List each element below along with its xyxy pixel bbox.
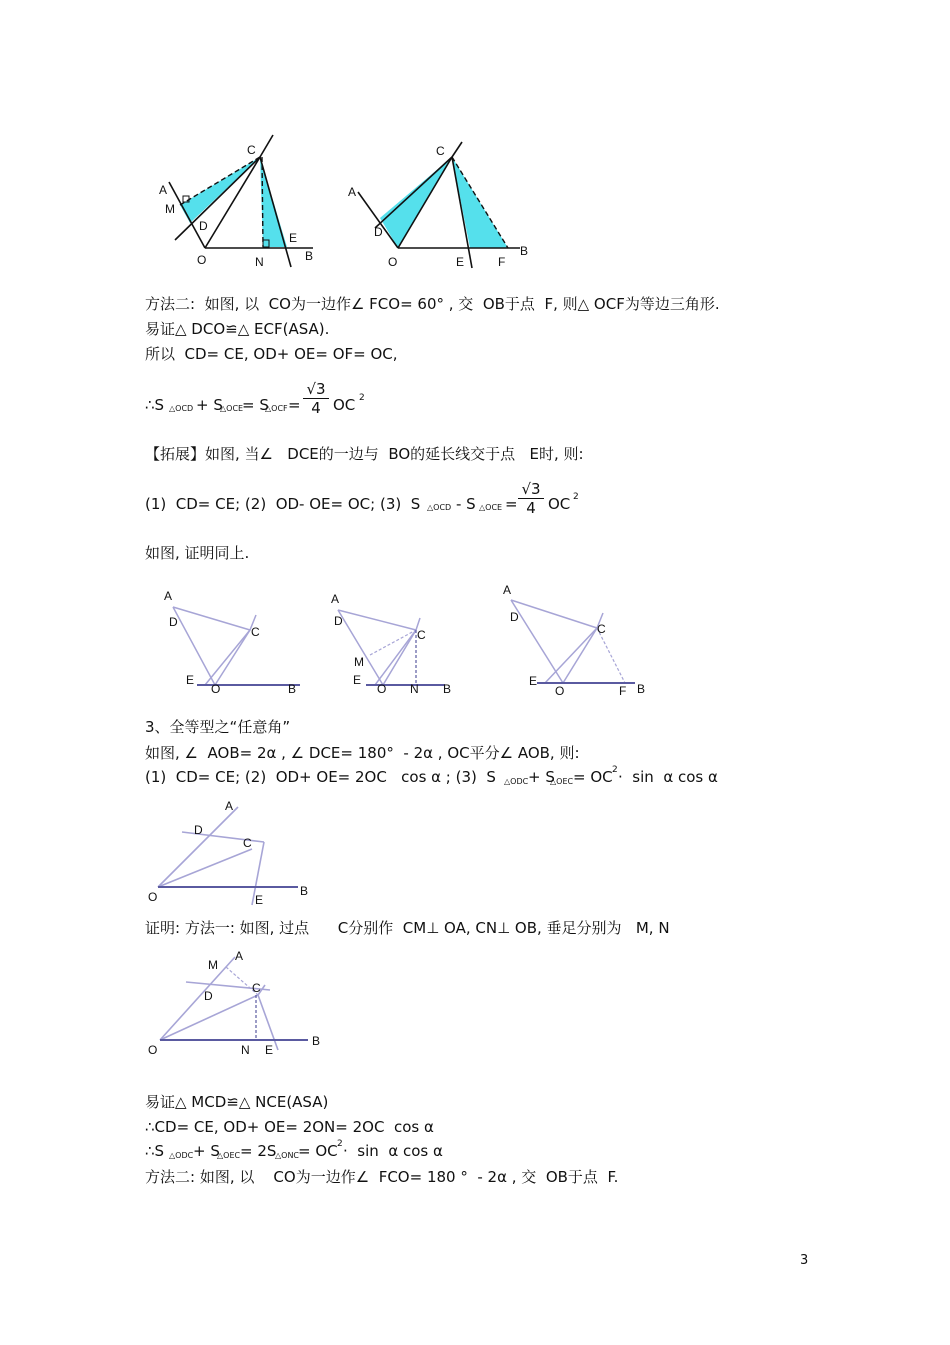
fig2-label: E	[456, 255, 465, 269]
fig1-label: D	[199, 219, 208, 233]
fig2-label: O	[388, 255, 398, 269]
fig5-label: E	[529, 674, 538, 688]
fig4-label: E	[353, 673, 362, 687]
fig1-label: A	[159, 183, 168, 197]
fig6-label: D	[194, 823, 203, 837]
fig4-label: O	[377, 682, 387, 696]
fig4-label: B	[443, 682, 452, 696]
figure-3	[155, 585, 305, 700]
text-line: 如图, ∠ AOB= 2α , ∠ DCE= 180° - 2α , OC平分∠ AOB, 则:	[145, 744, 580, 762]
text-line: 【拓展】如图, 当∠ DCE的一边与 BO的延长线交于点 E时, 则:	[145, 445, 584, 463]
fig5-label: C	[597, 622, 606, 636]
fig3-label: E	[186, 673, 195, 687]
fig7-label: N	[241, 1043, 250, 1057]
fig7-label: E	[265, 1043, 274, 1057]
fig4-label: A	[331, 592, 340, 606]
figure-1	[155, 130, 325, 270]
text-line: 所以 CD= CE, OD+ OE= OF= OC,	[145, 345, 398, 363]
text-line: 方法二: 如图, 以 CO为一边作∠ FCO= 60° , 交 OB于点 F, 则△ OCF为等边三角形.	[145, 295, 720, 313]
fig3-label: D	[169, 615, 178, 629]
text-line: 如图, 证明同上.	[145, 544, 250, 562]
text-line: 易证△ MCD≌△ NCE(ASA)	[145, 1093, 329, 1111]
fig1-label: N	[255, 255, 264, 269]
fig4-label: N	[410, 682, 419, 696]
fig2-label: B	[520, 244, 529, 258]
fig4-label: C	[417, 628, 426, 642]
fig1-label: M	[165, 202, 175, 216]
fig7-label: C	[252, 981, 261, 995]
figure-2	[340, 140, 535, 270]
section-heading: 3、全等型之“任意角”	[145, 718, 291, 736]
fig3-label: B	[288, 682, 297, 696]
fig1-label: O	[197, 253, 207, 267]
figure-6	[140, 795, 320, 910]
fig7-label: A	[235, 949, 244, 963]
fig3-label: A	[164, 589, 173, 603]
fig1-label: C	[247, 143, 256, 157]
fig5-label: B	[637, 682, 646, 696]
fig7-label: D	[204, 989, 213, 1003]
text-line: 易证△ DCO≌△ ECF(ASA).	[145, 320, 330, 338]
figure-4	[320, 585, 460, 700]
page-number: 3	[800, 1253, 809, 1268]
fig2-label: D	[374, 225, 383, 239]
fig5-label: A	[503, 583, 512, 597]
fig2-label: F	[498, 255, 506, 269]
fig5-label: O	[555, 684, 565, 698]
fig1-label: E	[289, 231, 298, 245]
fig6-label: E	[255, 893, 264, 907]
figure-5	[495, 578, 660, 700]
fig7-label: B	[312, 1034, 321, 1048]
text-line: 证明: 方法一: 如图, 过点 C分别作 CM⊥ OA, CN⊥ OB, 垂足分别为 M, N	[145, 919, 670, 937]
fig7-label: O	[148, 1043, 158, 1057]
fig3-label: C	[251, 625, 260, 639]
fig6-label: B	[300, 884, 309, 898]
fig2-label: A	[348, 185, 357, 199]
fig1-label: B	[305, 249, 314, 263]
fig4-label: D	[334, 614, 343, 628]
fig4-label: M	[354, 655, 364, 669]
fig5-label: F	[619, 684, 627, 698]
text-line: ∴CD= CE, OD+ OE= 2ON= 2OC cos α	[145, 1118, 434, 1136]
fig5-label: D	[510, 610, 519, 624]
fig6-label: O	[148, 890, 158, 904]
fig6-label: A	[225, 799, 234, 813]
fig2-label: C	[436, 144, 445, 158]
fig3-label: O	[211, 682, 221, 696]
fig7-label: M	[208, 958, 218, 972]
fig6-label: C	[243, 836, 252, 850]
text-line: 方法二: 如图, 以 CO为一边作∠ FCO= 180 ° - 2α , 交 OB于点 F.	[145, 1168, 619, 1186]
figure-7	[140, 945, 330, 1060]
